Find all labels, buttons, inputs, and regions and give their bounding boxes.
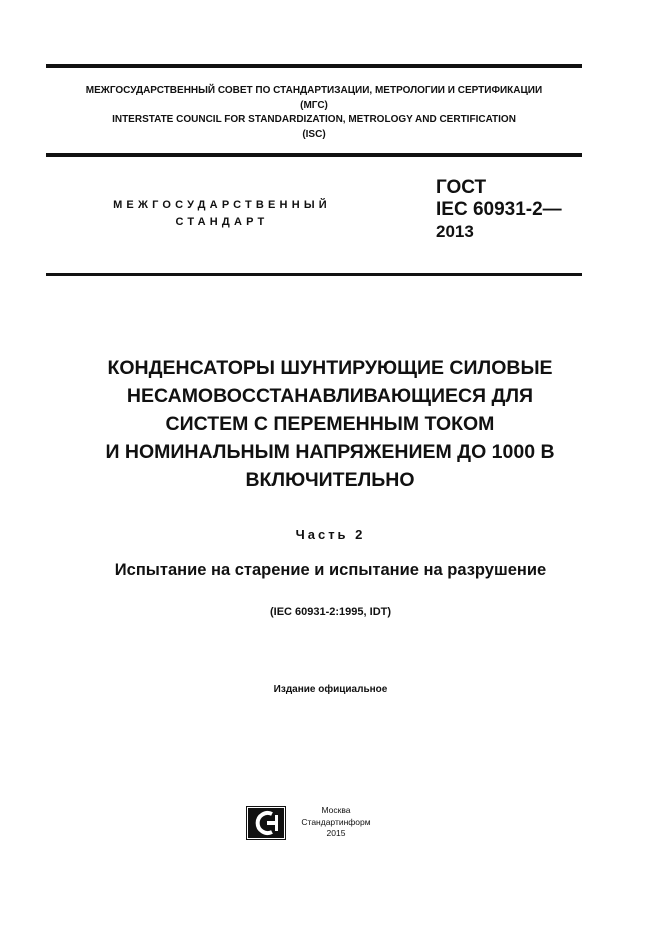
title-line: ВКЛЮЧИТЕЛЬНО xyxy=(245,469,415,491)
council-abbr-en: (ISC) xyxy=(302,128,326,140)
document-title xyxy=(40,354,620,494)
standard-kind-line1: МЕЖГОСУДАРСТВЕННЫЙ xyxy=(113,199,331,211)
iec-reference: (IEC 60931-2:1995, IDT) xyxy=(269,606,392,618)
council-header xyxy=(46,84,582,142)
publisher-city: Москва xyxy=(321,805,351,815)
designation-year: 2013 xyxy=(436,222,474,241)
designation-number: IEC 60931-2— xyxy=(436,199,562,220)
middle-divider xyxy=(46,153,582,157)
part-subtitle: Испытание на старение и испытание на разрушение xyxy=(114,561,547,579)
publisher-name: Стандартинформ xyxy=(301,816,371,827)
council-name-en: INTERSTATE COUNCIL FOR STANDARDIZATION, METROLOGY AND CERTIFICATION xyxy=(112,114,516,125)
publisher-imprint xyxy=(296,805,376,840)
title-line: КОНДЕНСАТОРЫ ШУНТИРУЮЩИЕ СИЛОВЫЕ xyxy=(107,357,553,379)
standartinform-logo-icon xyxy=(246,806,286,840)
council-name-ru: МЕЖГОСУДАРСТВЕННЫЙ СОВЕТ ПО СТАНДАРТИЗАЦИИ, МЕТРОЛОГИИ И СЕРТИФИКАЦИИ xyxy=(85,85,543,96)
title-line: СИСТЕМ С ПЕРЕМЕННЫМ ТОКОМ xyxy=(165,413,495,435)
bottom-divider xyxy=(46,273,582,276)
edition-note: Издание официальное xyxy=(273,684,388,695)
top-divider xyxy=(46,64,582,68)
standard-designation xyxy=(436,177,562,243)
council-abbr-ru: (МГС) xyxy=(300,99,328,111)
designation-gost: ГОСТ xyxy=(436,177,487,198)
title-line: И НОМИНАЛЬНЫМ НАПРЯЖЕНИЕМ ДО 1000 В xyxy=(105,441,555,463)
publisher-year: 2015 xyxy=(326,828,346,838)
standard-kind-line2: СТАНДАРТ xyxy=(175,216,269,228)
standard-kind xyxy=(82,197,362,231)
title-line: НЕСАМОВОССТАНАВЛИВАЮЩИЕСЯ ДЛЯ xyxy=(126,385,534,407)
part-number: Часть 2 xyxy=(295,527,366,542)
